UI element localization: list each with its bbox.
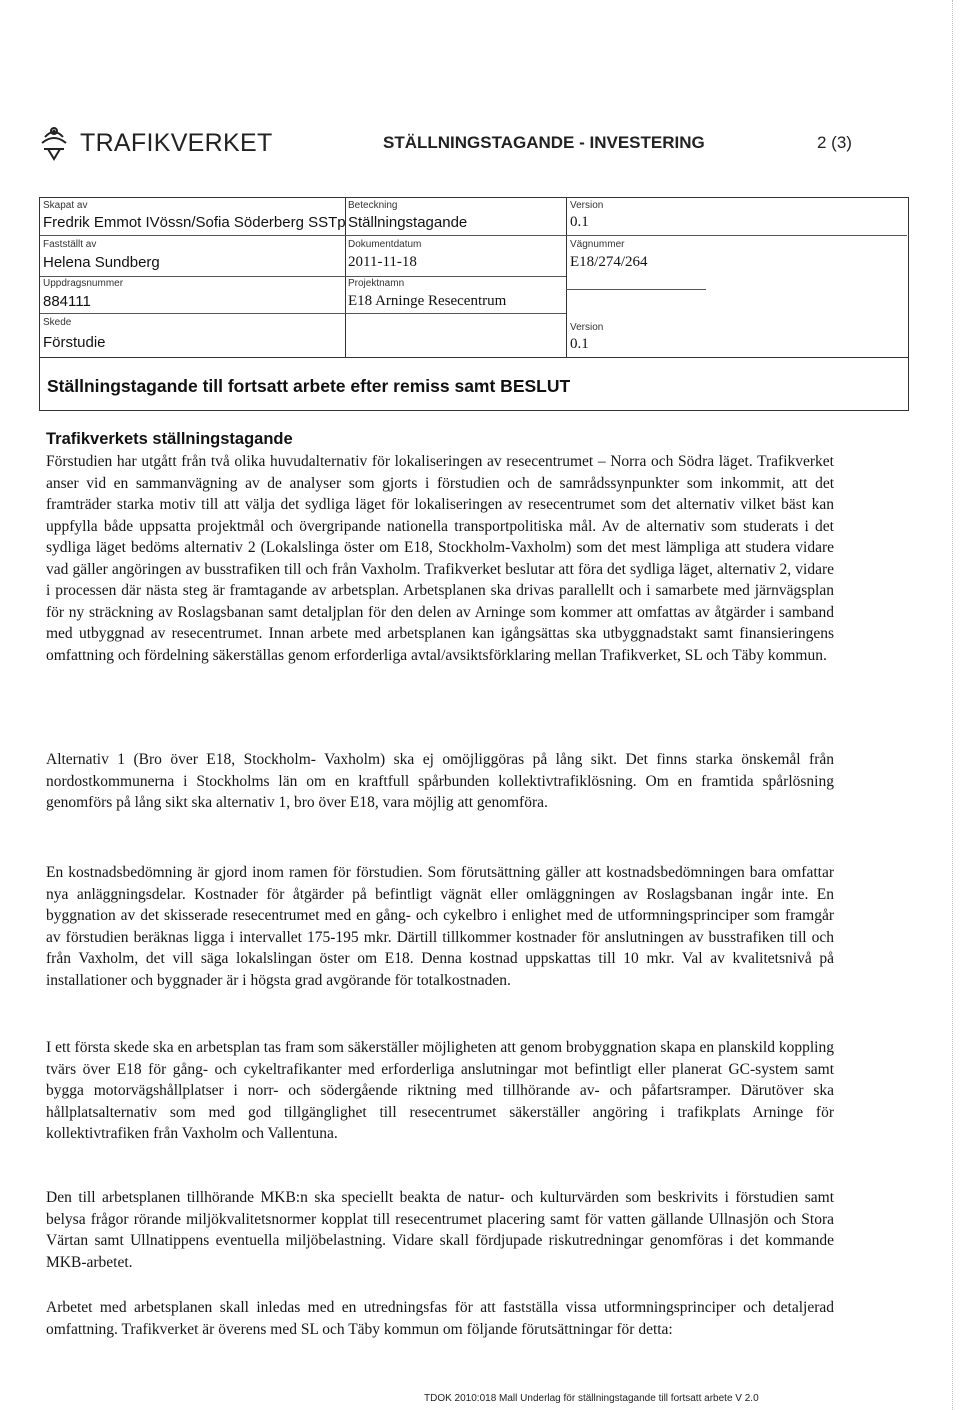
page-number: 2 (3)	[817, 133, 852, 152]
column-divider	[566, 198, 567, 358]
stage-value: Förstudie	[43, 334, 106, 351]
approved-by-label: Fastställt av	[43, 239, 97, 250]
version-value: 0.1	[570, 214, 589, 230]
assignment-number-value: 884111	[43, 293, 91, 310]
body-paragraph: Arbetet med arbetsplanen skall inledas med en utredningsfas för att fastställa vissa utformningsprinciper och detaljerad omfattning. Trafikverket är överens med SL och Täby kommun om följande förutsättningar för detta:	[46, 1299, 834, 1338]
row-divider	[345, 276, 566, 277]
document-date-label: Dokumentdatum	[348, 239, 422, 250]
version-value-2: 0.1	[570, 336, 589, 352]
body-paragraph: En kostnadsbedömning är gjord inom ramen för förstudien. Som förutsättning gäller att kostnadsbedömningen bara omfattar nya anläggningsdelar. Kostnader för åtgärder på befintligt vägnät eller omläggningen av Roslagsbanan ingår inte. En byggnation av det skisserade resecentrumet med en gång- och cykelbro i enlighet med de utformningsprinciper som framgår av förstudien beräknas ligga i intervallet 175-195 mkr. Därtill tillkommer kostnader för anslutningen av busstrafiken till och från Vaxholm, det vill säga lokalslingan öster om E18. Denna kostnad uppskattas till 10 mkr. Val av kvalitetsnivå på installationer och byggnader är i högsta grad avgörande för totalkostnaden.	[46, 864, 834, 989]
road-number-value: E18/274/264	[570, 254, 648, 270]
row-divider	[40, 235, 907, 236]
created-by-value: Fredrik Emmot IVössn/Sofia Söderberg SSTp	[43, 214, 346, 231]
version-label: Version	[570, 200, 604, 211]
trafikverket-logo	[36, 118, 286, 168]
document-info-table	[39, 197, 909, 358]
body-paragraph: Alternativ 1 (Bro över E18, Stockholm- Vaxholm) ska ej omöjliggöras på lång sikt. Det finns starka önskemål från nordostkommunerna i Stockholms län om en kraftfull spårbunden kollektivtrafiklösning. Om en framtida spårlösning genomförs på lång sikt ska alternativ 1, bro över E18, vara möjlig att genomföra.	[46, 751, 834, 811]
template-footer: TDOK 2010:018 Mall Underlag för ställningstagande till fortsatt arbete V 2.0	[424, 1393, 759, 1404]
row-divider	[40, 313, 566, 314]
version-label-2: Version	[570, 322, 604, 333]
project-name-label: Projektnamn	[348, 278, 405, 289]
row-divider	[40, 276, 345, 277]
stage-label: Skede	[43, 317, 72, 328]
project-name-value: E18 Arninge Resecentrum	[348, 293, 507, 309]
approved-by-value: Helena Sundberg	[43, 254, 160, 271]
decision-title-box	[39, 357, 909, 411]
document-date-value: 2011-11-18	[348, 254, 417, 270]
road-number-label: Vägnummer	[570, 239, 625, 250]
scan-edge	[952, 0, 954, 1410]
designation-value: Ställningstagande	[348, 214, 468, 231]
body-paragraph: I ett första skede ska en arbetsplan tas fram som säkerställer möjligheten att genom brobyggnation skapa en planskild koppling tvärs över E18 för gång- och cykeltrafikanter med erforderliga anslutningar mot befintligt eller planerat GC-system samt bygga motorvägshållplatser i norr- och södergående riktning med tillhörande av- och påfartsramper. Därutöver ska hållplatsalternativ som med god tillgänglighet till resecentrumet säkerställer angöring i trafikplats Arninge för kollektivtrafiken från Vaxholm och Vallentuna.	[46, 1039, 834, 1142]
logo-text: TRAFIKVERKET	[80, 128, 273, 157]
decision-title: Ställningstagande till fortsatt arbete efter remiss samt BESLUT	[47, 376, 571, 396]
body-paragraph: Förstudien har utgått från två olika huvudalternativ för lokaliseringen av resecentrumet – Norra och Södra läget. Trafikverket anser vid en sammanvägning av de analyser som gjorts i förstudien och de samrådssynpunkter som inkommit, att det framträder starka motiv till att välja det sydliga läget för lokaliseringen av resecentrumet som det alternativ vilket bäst kan uppfylla både uppsatta projektmål och övergripande nationella transportpolitiska mål. Av de alternativ som studerats i det sydliga läget bedöms alternativ 2 (Lokalslinga öster om E18, Stockholm-Vaxholm) som det mest lämpliga att studera vidare vad gäller angöringen av busstrafiken till och från Vaxholm. Trafikverket beslutar att föra det sydliga läget, alternativ 2, vidare i processen där nästa steg är framtagande av arbetsplan. Arbetsplanen ska drivas parallellt och i samarbete med järnvägsplan för ny sträckning av Roslagsbanan samt detaljplan för den delen av Arninge som kommer att omfattas av åtgärder i samband med utbyggnad av resecentrumet. Innan arbete med arbetsplanen kan igångsättas ska utbyggnadstakt samt finansieringens omfattning och fördelning säkerställas genom erforderliga avtal/avsiktsförklaring mellan Trafikverket, SL och Täby kommun.	[46, 453, 834, 664]
designation-label: Beteckning	[348, 200, 398, 211]
created-by-label: Skapat av	[43, 200, 88, 211]
document-type: STÄLLNINGSTAGANDE - INVESTERING	[383, 133, 705, 152]
crown-icon	[36, 123, 72, 163]
body-paragraph: Den till arbetsplanen tillhörande MKB:n ska speciellt beakta de natur- och kulturvärden som beskrivits i förstudien samt belysa frågor rörande miljökvalitetsnormer kopplat till resecentrumet placering samt för vatten gällande Ullnasjön och Stora Värtan samt Ullnatippens eventuella miljöbelastning. Vidare skall fördjupade riskutredningar genomföras i det kommande MKB-arbetet.	[46, 1189, 834, 1271]
row-divider	[566, 289, 706, 290]
assignment-number-label: Uppdragsnummer	[43, 278, 124, 289]
section-heading: Trafikverkets ställningstagande	[46, 430, 293, 448]
